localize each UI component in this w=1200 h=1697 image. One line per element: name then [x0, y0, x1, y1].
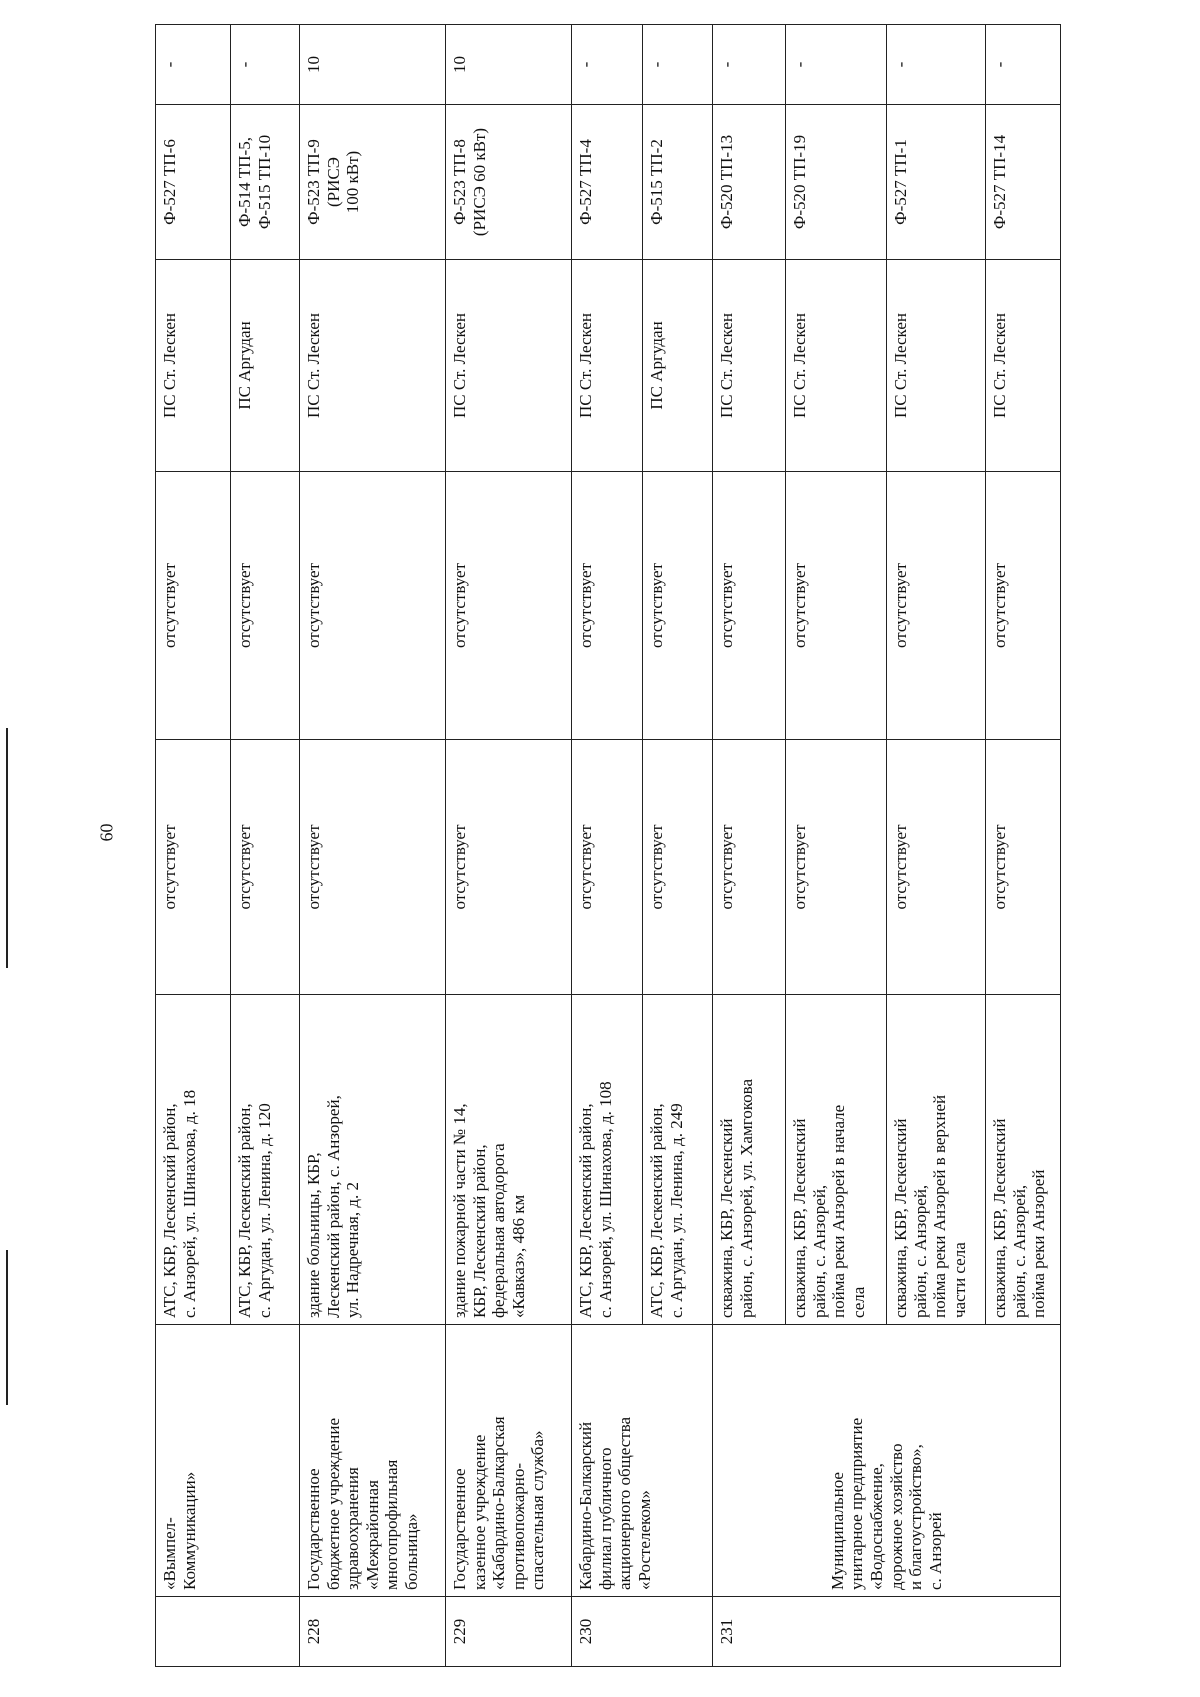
- feeder: Ф-527 ТП-6: [156, 105, 231, 260]
- feeder: Ф-520 ТП-13: [713, 105, 786, 260]
- feeder: Ф-514 ТП-5, Ф-515 ТП-10: [231, 105, 300, 260]
- reserve-source: отсутствует: [643, 740, 713, 995]
- feeder: Ф-515 ТП-2: [643, 105, 713, 260]
- table-row: [156, 25, 231, 1667]
- reserve-value: -: [231, 25, 300, 105]
- autonomous-source: отсутствует: [231, 472, 300, 740]
- reserve-value: -: [786, 25, 887, 105]
- autonomous-source: отсутствует: [156, 472, 231, 740]
- reserve-source: отсутствует: [446, 740, 572, 995]
- feeder: Ф-527 ТП-4: [572, 105, 643, 260]
- table-row: [300, 25, 446, 1667]
- object-address: АТС, КБР, Лескенский район, с. Аргудан, ул. Ленина, д. 120: [231, 995, 300, 1325]
- reserve-source: отсутствует: [986, 740, 1061, 995]
- reserve-value: -: [156, 25, 231, 105]
- feeder: Ф-523 ТП-9 (РИСЭ 100 кВт): [300, 105, 446, 260]
- reserve-source: отсутствует: [300, 740, 446, 995]
- autonomous-source: отсутствует: [446, 472, 572, 740]
- substation: ПС Аргудан: [643, 260, 713, 472]
- feeder: Ф-527 ТП-1: [887, 105, 986, 260]
- reserve-source: отсутствует: [572, 740, 643, 995]
- object-address: скважина, КБР, Лескенский район, с. Анзорей, пойма реки Анзорей в начале села: [786, 995, 887, 1325]
- reserve-value: 10: [446, 25, 572, 105]
- object-address: скважина, КБР, Лескенский район, с. Анзорей, ул. Хамгокова: [713, 995, 786, 1325]
- reserve-value: -: [887, 25, 986, 105]
- reserve-value: -: [643, 25, 713, 105]
- substation: ПС Ст. Лескен: [572, 260, 643, 472]
- registry-table: [155, 24, 1061, 1667]
- substation: ПС Ст. Лескен: [713, 260, 786, 472]
- reserve-value: -: [572, 25, 643, 105]
- row-number: 228: [300, 1597, 446, 1667]
- row-number: 230: [572, 1597, 713, 1667]
- object-address: скважина, КБР, Лескенский район, с. Анзорей, пойма реки Анзорей в верхней части села: [887, 995, 986, 1325]
- feeder: Ф-523 ТП-8 (РИСЭ 60 кВт): [446, 105, 572, 260]
- row-number: 229: [446, 1597, 572, 1667]
- autonomous-source: отсутствует: [887, 472, 986, 740]
- organization-name: Кабардино-Балкарский филиал публичного акционерного общества «Ростелеком»: [572, 1325, 713, 1597]
- reserve-value: -: [986, 25, 1061, 105]
- autonomous-source: отсутствует: [300, 472, 446, 740]
- substation: ПС Ст. Лескен: [446, 260, 572, 472]
- organization-name: «Вымпел- Коммуникации»: [156, 1325, 300, 1597]
- table-row: [446, 25, 572, 1667]
- substation: ПС Ст. Лескен: [156, 260, 231, 472]
- feeder: Ф-520 ТП-19: [786, 105, 887, 260]
- organization-name: Государственное бюджетное учреждение здравоохранения «Межрайонная многопрофильная больница»: [300, 1325, 446, 1597]
- substation: ПС Ст. Лескен: [887, 260, 986, 472]
- object-address: скважина, КБР, Лескенский район, с. Анзорей, пойма реки Анзорей: [986, 995, 1061, 1325]
- substation: ПС Ст. Лескен: [786, 260, 887, 472]
- autonomous-source: отсутствует: [986, 472, 1061, 740]
- object-address: АТС, КБР, Лескенский район, с. Анзорей, ул. Шинахова, д. 18: [156, 995, 231, 1325]
- reserve-source: отсутствует: [156, 740, 231, 995]
- reserve-source: отсутствует: [231, 740, 300, 995]
- table-row: [572, 25, 643, 1667]
- object-address: здание больницы, КБР, Лескенский район, с. Анзорей, ул. Надречная, д. 2: [300, 995, 446, 1325]
- substation: ПС Ст. Лескен: [300, 260, 446, 472]
- substation: ПС Аргудан: [231, 260, 300, 472]
- object-address: АТС, КБР, Лескенский район, с. Аргудан, ул. Ленина, д. 249: [643, 995, 713, 1325]
- organization-name: Муниципальное унитарное предприятие «Водоснабжение, дорожное хозяйство и благоустройство», с. Анзорей: [713, 1325, 1061, 1597]
- substation: ПС Ст. Лескен: [986, 260, 1061, 472]
- feeder: Ф-527 ТП-14: [986, 105, 1061, 260]
- reserve-source: отсутствует: [786, 740, 887, 995]
- autonomous-source: отсутствует: [643, 472, 713, 740]
- row-number: [156, 1597, 300, 1667]
- table-row: [713, 25, 786, 1667]
- autonomous-source: отсутствует: [786, 472, 887, 740]
- object-address: АТС, КБР, Лескенский район, с. Анзорей, ул. Шинахова, д. 108: [572, 995, 643, 1325]
- organization-name: Государственное казенное учреждение «Кабардино-Балкарская противопожарно- спасательная служба»: [446, 1325, 572, 1597]
- reserve-source: отсутствует: [713, 740, 786, 995]
- autonomous-source: отсутствует: [572, 472, 643, 740]
- reserve-value: -: [713, 25, 786, 105]
- object-address: здание пожарной части № 14, КБР, Лескенский район, федеральная автодорога «Кавказ», 486 км: [446, 995, 572, 1325]
- page-number: 60: [96, 823, 117, 842]
- autonomous-source: отсутствует: [713, 472, 786, 740]
- reserve-source: отсутствует: [887, 740, 986, 995]
- row-number: 231: [713, 1597, 1061, 1667]
- reserve-value: 10: [300, 25, 446, 105]
